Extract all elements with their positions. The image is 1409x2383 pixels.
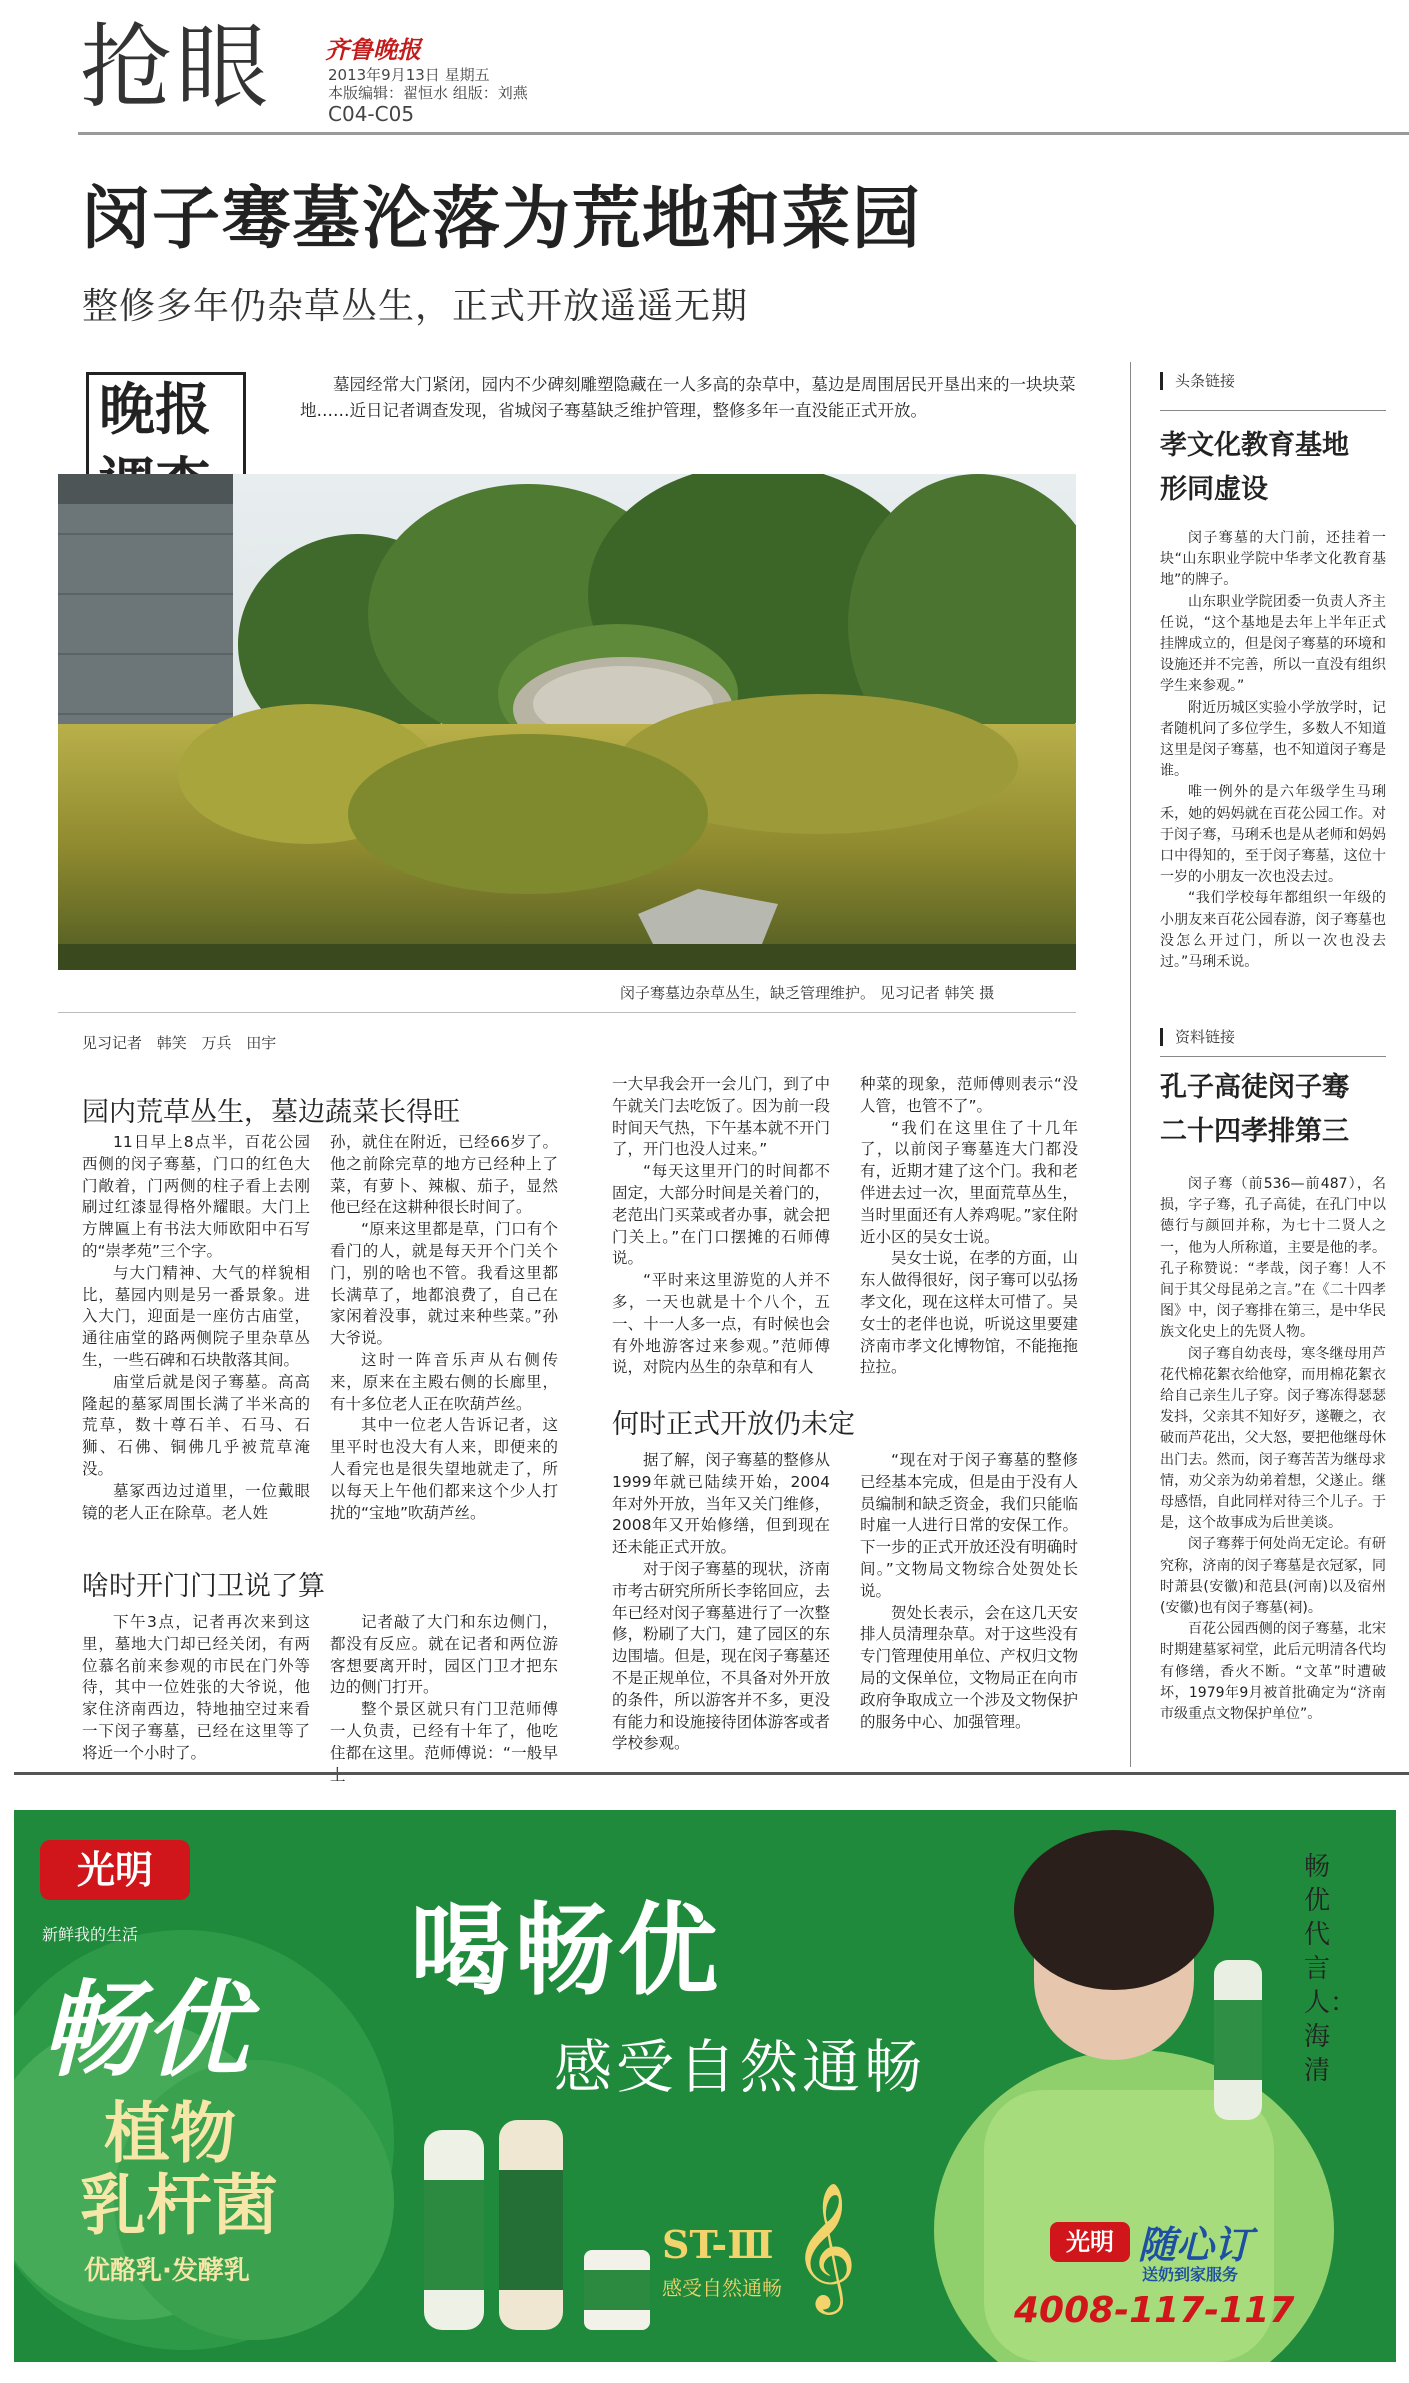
paragraph: 这时一阵音乐声从右侧传来，原来在主殿右侧的长廊里，有十多位老人正在吹葫芦丝。: [330, 1350, 558, 1413]
article-subtitle: 整修多年仍杂草丛生，正式开放遥遥无期: [82, 286, 749, 327]
paragraph: 唯一例外的是六年级学生马琍禾，她的妈妈就在百花公园工作。对于闵子骞，马琍禾也是从老师和妈妈口中得知的，至于闵子骞墓，这位十一岁的小朋友一次也没去过。: [1160, 784, 1386, 886]
product-name: 畅优: [40, 1968, 249, 2091]
product-type-2: 乳杆菌: [80, 2166, 278, 2244]
photo-caption: 闵子骞墓边杂草丛生，缺乏管理维护。 见习记者 韩笑 摄: [620, 984, 995, 1002]
column-1-lower: [82, 1612, 310, 1765]
column-4-lower: [860, 1450, 1078, 1733]
ambassador-caption: 畅优代言人：海清: [1304, 1852, 1357, 2086]
story-divider: [58, 1012, 1076, 1013]
paragraph: 一大早我会开一会儿门，到了中午就关门去吃饭了。因为前一段时间天气热，下午基本就不开门了，开门也没人过来。”: [612, 1075, 830, 1159]
service-brand: 随心订: [1138, 2222, 1253, 2267]
sidebar-tag-rule: [1160, 410, 1386, 411]
paragraph: 庙堂后就是闵子骞墓。高高隆起的墓冢周围长满了半米高的荒草，数十尊石羊、石马、石狮、石佛、铜佛几乎被荒草淹没。: [82, 1372, 310, 1478]
paragraph: 吴女士说，在孝的方面，山东人做得很好，闵子骞可以弘扬孝文化，现在这样太可惜了。吴女士的老伴也说，听说这里要建济南市孝文化博物馆，不能拖拖拉拉。: [860, 1249, 1078, 1377]
paper-name: 齐鲁晚报: [325, 36, 421, 64]
sidebar-title-2-line-1: 孔子高徒闵子骞: [1160, 1072, 1349, 1103]
paragraph: 整个景区就只有门卫范师傅一人负责，已经有十年了，他吃住都在这里。范师傅说：“一般早: [330, 1700, 558, 1762]
article-title: 闵子骞墓沦落为荒地和菜园: [82, 180, 923, 259]
date-line: 2013年9月13日 星期五: [328, 66, 490, 84]
product-desc: 优酪乳·发酵乳: [84, 2256, 250, 2286]
paragraph: 据了解，闵子骞墓的整修从1999年就已陆续开始，2004年对外开放，当年又关门维修，2008年又开始修缮，但到现在还未能正式开放。: [612, 1451, 830, 1557]
paragraph: 下午3点，记者再次来到这里，墓地大门却已经关闭，有两位慕名前来参观的市民在门外等待，其中一位姓张的大爷说，他家住济南西边，特地抽空过来看一下闵子骞墓，已经在这里等了将近一个小时了。: [82, 1613, 310, 1762]
st-badge: ST-Ⅲ: [662, 2222, 774, 2267]
paragraph: 墓冢西边过道里，一位戴眼镜的老人正在除草。老人姓: [82, 1481, 310, 1522]
hotline-number[interactable]: 4008-117-117: [1014, 2290, 1295, 2331]
service-subtitle: 送奶到家服务: [1142, 2265, 1239, 2284]
service-brand-logo: 光明: [1050, 2222, 1130, 2262]
sidebar-title-1-line-2: 形同虚设: [1160, 474, 1268, 505]
section-heading-1: 园内荒草丛生，墓边蔬菜长得旺: [82, 1097, 460, 1128]
advertisement[interactable]: [14, 1810, 1396, 2362]
sidebar-title-1: [1160, 424, 1349, 512]
column-3-lower: [612, 1450, 830, 1755]
section-heading-3: 何时正式开放仍未定: [612, 1409, 855, 1440]
paragraph: 附近历城区实验小学放学时，记者随机问了多位学生，多数人不知道这里是闵子骞墓，也不知道闵子骞是谁。: [1160, 699, 1386, 780]
page-range: C04-C05: [328, 102, 415, 126]
paragraph: “平时来这里游览的人并不多，一天也就是十个八个，五一、十一人多一点，有时候也会有外地游客过来参观。”范师傅说，对院内丛生的杂草和有人: [612, 1271, 830, 1377]
paragraph: 闵子骞自幼丧母，寒冬继母用芦花代棉花絮衣给他穿，而用棉花絮衣给自己亲生儿子穿。闵子骞冻得瑟瑟发抖，父亲其不知好歹，遂鞭之，衣破而芦花出，父大怒，要把他继母休出门去。然而，闵子骞苦苦为继母求情，劝父亲为幼弟着想，父遂止。继母感悟，自此同样对待三个儿子。于是，这个故事成为后世美谈。: [1160, 1345, 1386, 1532]
section-title: 抢眼: [80, 14, 273, 121]
paragraph: 种菜的现象，范师傅则表示“没人管，也管不了”。: [860, 1075, 1078, 1115]
paragraph: 孙，就住在附近，已经66岁了。他之前除完草的地方已经种上了菜，有萝卜、辣椒、茄子，显然他已经在这耕种很长时间了。: [330, 1133, 558, 1217]
paragraph: 百花公园西侧的闵子骞墓，北宋时期建墓冢祠堂，此后元明清各代均有修缮，香火不断。“文革”时遭破坏，1979年9月被首批确定为“济南市级重点文物保护单位”。: [1160, 1621, 1386, 1723]
section-heading-2: 啥时开门门卫说了算: [82, 1571, 325, 1602]
sidebar-rule: [1130, 362, 1131, 1767]
sidebar-title-2: [1160, 1066, 1349, 1154]
treble-clef-icon: 𝄞: [792, 2181, 858, 2309]
byline: 见习记者 韩笑 万兵 田宇: [82, 1034, 277, 1052]
brand-slogan: 新鲜我的生活: [42, 1925, 139, 1944]
column-2-lower: [330, 1612, 558, 1786]
column-1: [82, 1132, 310, 1524]
paragraph: 闵子骞葬于何处尚无定论。有研究称，济南的闵子骞墓是衣冠冢，同时萧县(安徽)和范县(河南)以及宿州(安徽)也有闵子骞墓(祠)。: [1160, 1536, 1386, 1617]
brand-logo: 光明: [40, 1840, 190, 1900]
paragraph: “每天这里开门的时间都不固定，大部分时间是关着门的，老范出门买菜或者办事，就会把门关上。”在门口摆摊的石师傅说。: [612, 1162, 830, 1268]
ad-tagline: 感受自然通畅: [554, 2033, 927, 2101]
product-bottles-icon: [414, 2090, 664, 2340]
paragraph: “原来这里都是草，门口有个看门的人，就是每天开个门关个门，别的啥也不管。我看这里都长满草了，地都浪费了，自己在家闲着没事，就过来种些菜。”孙大爷说。: [330, 1220, 558, 1348]
paragraph: 与大门精神、大气的样貌相比，墓园内则是另一番景象。进入大门，迎面是一座仿古庙堂，通往庙堂的路两侧院子里杂草丛生，一些石碑和石块散落其间。: [82, 1263, 310, 1369]
tomb-photo-illustration: [58, 474, 1076, 970]
column-3: [612, 1074, 830, 1379]
tomb-photo: [58, 474, 1076, 970]
sidebar-title-1-line-1: 孝文化教育基地: [1160, 430, 1349, 461]
badge-line-1: 晚报: [99, 378, 211, 443]
sidebar-body-2: [1160, 1174, 1386, 1725]
column-4: [860, 1074, 1078, 1379]
header-rule: [78, 132, 1409, 135]
editor-line: 本版编辑：翟恒水 组版：刘燕: [328, 84, 528, 102]
paragraph: 其中一位老人告诉记者，这里平时也没大有人来，即便来的人看完也是很失望地就走了，所以每天上午他们都来这个少人打扰的“宝地”吹葫芦丝。: [330, 1416, 558, 1522]
column-2: [330, 1132, 558, 1524]
paragraph: 山东职业学院团委一负责人齐主任说，“这个基地是去年上半年正式挂牌成立的，但是闵子骞墓的环境和设施还并不完善，所以一直没有组织学生来参观。”: [1160, 593, 1386, 695]
paragraph: 贺处长表示，会在这几天安排人员清理杂草。对于这些没有专门管理使用单位、产权归文物局的文保单位，文物局正在向市政府争取成立一个涉及文物保护的服务中心、加强管理。: [860, 1603, 1078, 1731]
paragraph: 记者敲了大门和东边侧门，都没有反应。就在记者和两位游客想要离开时，园区门卫才把东边的侧门打开。: [330, 1613, 558, 1697]
paragraph: “现在对于闵子骞墓的整修已经基本完成，但是由于没有人员编制和缺乏资金，我们只能临时雇一人进行日常的安保工作。下一步的正式开放还没有明确时间。”文物局文物综合处贺处长说。: [860, 1451, 1078, 1600]
paragraph: “我们学校每年都组织一年级的小朋友来百花公园春游，闵子骞墓也没怎么开过门，所以一次也没去过。”马琍禾说。: [1160, 890, 1386, 971]
paragraph: 闵子骞墓的大门前，还挂着一块“山东职业学院中华孝文化教育基地”的牌子。: [1160, 530, 1386, 589]
sidebar-tag-rule: [1160, 1056, 1386, 1057]
paragraph: 11日早上8点半，百花公园西侧的闵子骞墓，门口的红色大门敞着，门两侧的柱子看上去刚刷过红漆显得格外耀眼。大门上方牌匾上有书法大师欧阳中石写的“崇孝苑”三个字。: [82, 1133, 310, 1260]
paragraph: 对于闵子骞墓的现状，济南市考古研究所所长李铭回应，去年已经对闵子骞墓进行了一次整修，粉刷了大门，建了园区的东边围墙。但是，现在闵子骞墓还不是正规单位，不具备对外开放的条件，所以游客并不多，更没有能力和设施接待团体游客或者学校参观。: [612, 1559, 830, 1753]
paragraph: “我们在这里住了十几年了，以前闵子骞墓连大门都没有，近期才建了这个门。我和老伴进去过一次，里面荒草丛生，当时里面还有人养鸡呢。”家住附近小区的吴女士说。: [860, 1118, 1078, 1246]
sidebar-body-1: [1160, 528, 1386, 973]
st-subtitle: 感受自然通畅: [662, 2276, 782, 2300]
paragraph: 闵子骞（前536—前487），名损，字子骞，孔子高徒，在孔门中以德行与颜回并称，为七十二贤人之一，他为人所称道，主要是他的孝。孔子称赞说：“孝哉，闵子骞！人不间于其父母昆弟之言。”在《二十四孝图》中，闵子骞排在第三，是中华民族文化史上的先贤人物。: [1160, 1176, 1386, 1341]
sidebar-tag-2: 资料链接: [1160, 1028, 1235, 1046]
article-lead: 墓园经常大门紧闭，园内不少碑刻雕塑隐藏在一人多高的杂草中，墓边是周围居民开垦出来的一块块菜地……近日记者调查发现，省城闵子骞墓缺乏维护管理，整修多年一直没能正式开放。: [300, 375, 1076, 420]
product-type-1: 植物: [104, 2094, 236, 2172]
sidebar-tag-1: 头条链接: [1160, 372, 1235, 390]
ad-headline: 喝畅优: [410, 1892, 722, 2009]
page-bottom-rule: [14, 1772, 1409, 1775]
sidebar-title-2-line-2: 二十四孝排第三: [1160, 1116, 1349, 1147]
